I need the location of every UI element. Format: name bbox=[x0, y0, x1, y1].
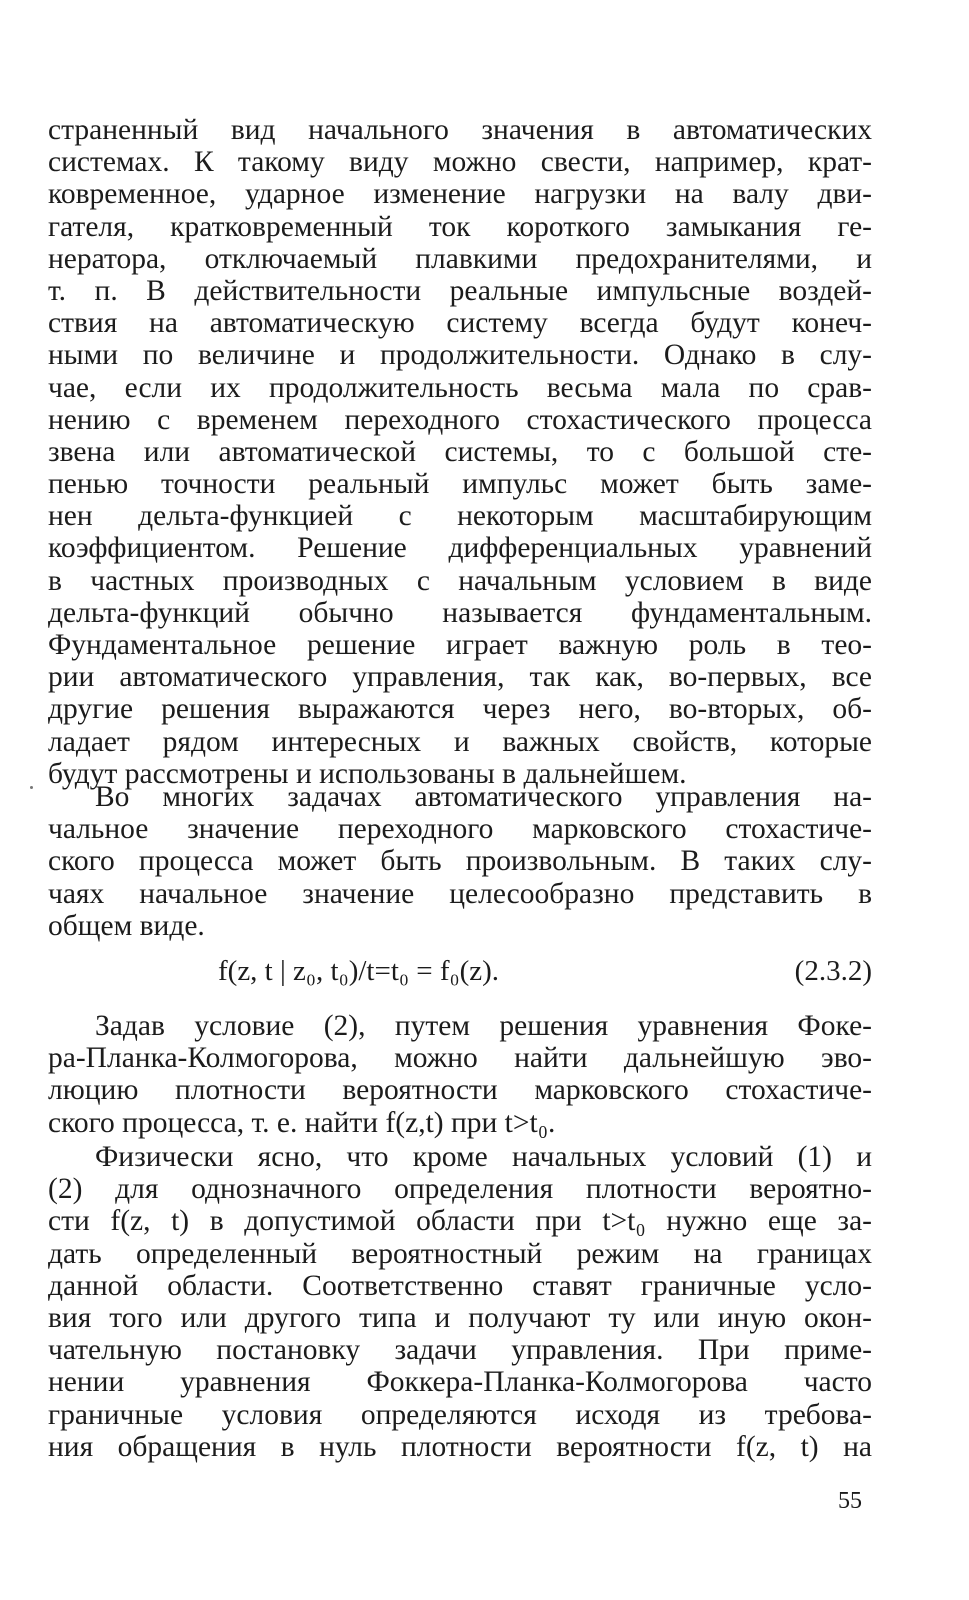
text-line: вия того или другого типа и получают ту или иную окон- bbox=[48, 1301, 872, 1334]
text-line: ковременное, ударное изменение нагрузки на валу дви- bbox=[48, 178, 872, 211]
text-line: ского процесса может быть произвольным. В таких слу- bbox=[48, 845, 872, 878]
text-line: нению с временем переходного стохастического процесса bbox=[48, 403, 872, 436]
text-line: чательную постановку задачи управления. При приме- bbox=[48, 1334, 872, 1367]
text-line: ского процесса, т. е. найти f(z,t) при t>t₀. bbox=[48, 1106, 556, 1139]
text-line: чае, если их продолжительность весьма мала по срав- bbox=[48, 371, 872, 404]
text-line: чальное значение переходного марковского стохастиче- bbox=[48, 813, 872, 846]
paragraph-1 bbox=[48, 114, 872, 790]
text-line: дельта-функций обычно называется фундаментальным. bbox=[48, 596, 872, 629]
text-line: т. п. В действительности реальные импульсные воздей- bbox=[48, 274, 872, 307]
paragraph-2 bbox=[48, 781, 872, 942]
text-line: люцию плотности вероятности марковского стохастиче- bbox=[48, 1074, 872, 1107]
text-line: ладает рядом интересных и важных свойств, которые bbox=[48, 725, 872, 758]
text-line: другие решения выражаются через него, во-вторых, об- bbox=[48, 693, 872, 726]
text-line: Во многих задачах автоматического управления на- bbox=[95, 781, 872, 813]
text-line: коэффициентом. Решение дифференциальных уравнений bbox=[48, 532, 872, 565]
text-line: ра-Планка-Колмогорова, можно найти дальнейшую эво- bbox=[48, 1042, 872, 1075]
text-line: системах. К такому виду можно свести, например, крат- bbox=[48, 146, 872, 179]
equation-expression: f(z, t | z₀, t₀)/t=t₀ = f₀(z). bbox=[218, 955, 500, 987]
text-line: страненный вид начального значения в автоматических bbox=[48, 114, 872, 146]
text-line: в частных производных с начальным условием в виде bbox=[48, 564, 872, 597]
text-line: рии автоматического управления, так как, во-первых, все bbox=[48, 661, 872, 694]
text-line: сти f(z, t) в допустимой области при t>t₀ нужно еще за- bbox=[48, 1205, 872, 1238]
text-line: нении уравнения Фоккера-Планка-Колмогорова часто bbox=[48, 1366, 872, 1399]
equation-2-3-2 bbox=[48, 955, 872, 989]
text-line: общем виде. bbox=[48, 909, 205, 942]
text-line: (2) для однозначного определения плотности вероятно- bbox=[48, 1173, 872, 1206]
text-line: нератора, отключаемый плавкими предохранителями, и bbox=[48, 242, 872, 275]
print-speck bbox=[30, 786, 33, 789]
text-line: данной области. Соответственно ставят граничные усло- bbox=[48, 1269, 872, 1302]
text-line: нен дельта-функцией с некоторым масштабирующим bbox=[48, 500, 872, 533]
text-line: Физически ясно, что кроме начальных условий (1) и bbox=[95, 1141, 872, 1173]
paragraph-4 bbox=[48, 1141, 872, 1463]
text-line: Задав условие (2), путем решения уравнения Фоке- bbox=[95, 1010, 872, 1042]
page-number: 55 bbox=[838, 1488, 862, 1514]
text-line: звена или автоматической системы, то с большой сте- bbox=[48, 435, 872, 468]
text-line: граничные условия определяются исходя из требова- bbox=[48, 1398, 872, 1431]
text-line: Фундаментальное решение играет важную роль в тео- bbox=[48, 629, 872, 661]
text-line: ными по величине и продолжительности. Однако в слу- bbox=[48, 339, 872, 372]
paragraph-3 bbox=[48, 1010, 872, 1139]
equation-number: (2.3.2) bbox=[794, 955, 872, 987]
text-line: пенью точности реальный импульс может быть заме- bbox=[48, 468, 872, 501]
text-line: ния обращения в нуль плотности вероятности f(z, t) на bbox=[48, 1430, 872, 1463]
text-line: ствия на автоматическую систему всегда будут конеч- bbox=[48, 307, 872, 340]
text-line: чаях начальное значение целесообразно представить в bbox=[48, 877, 872, 910]
text-line: гателя, кратковременный ток короткого замыкания ге- bbox=[48, 210, 872, 243]
text-line: будут рассмотрены и использованы в дальнейшем. bbox=[48, 757, 687, 790]
text-line: дать определенный вероятностный режим на границах bbox=[48, 1237, 872, 1270]
